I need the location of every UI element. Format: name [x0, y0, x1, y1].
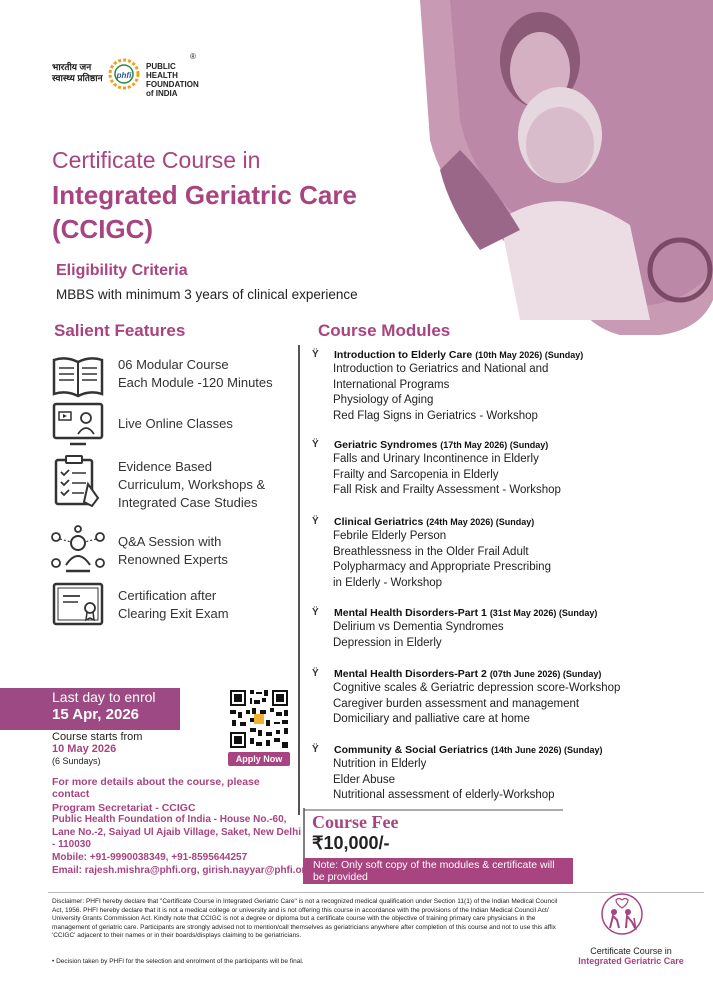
module-topic: Delirium vs Dementia Syndromes: [333, 621, 504, 633]
fee-note: Note: Only soft copy of the modules & certificate will be provided: [303, 858, 573, 884]
modules-heading: Course Modules: [318, 321, 451, 340]
module-item: [312, 743, 707, 804]
contact-address: Public Health Foundation of India - House No.-60, Lane No.-2, Saiyad Ul Ajaib Village, Saket, New Delhi - 110030: [52, 814, 301, 850]
module-topic: Nutritional assessment of elderly-Workshop: [333, 789, 555, 801]
module-item: [312, 667, 707, 728]
org-name: PUBLIC HEALTH FOUNDATION of INDIA: [146, 62, 199, 98]
module-topic: International Programs: [333, 378, 450, 391]
video-class-icon: [50, 400, 106, 450]
microscope-icon: Ÿ: [312, 349, 319, 360]
disclaimer-text: Disclaimer: PHFI hereby declare that "Certificate Course in Integrated Geriatric Care" is not a recognized medical qualification under Section 11(1) of the Indian Medical Council Act, 1956. PHFI hereby declare that it is not a medical college or university and is not offering this course in accordance with the provisions of the Indian Medical Council Act/ University Grants Commission Act. Kindly note that CCIGC is not a degree or diploma but a certificate course with the objective of training primary care physicians in the management of geriatric care. Participants are strongly advised not to mention/call themselves as geriatricians anywhere after completion of this course and not to use this affix 'CCIGC' adjacent to their names or in their boards/displays claiming to be geriatricians.: [52, 898, 558, 940]
microscope-icon: Ÿ: [312, 744, 319, 755]
feature-line: Evidence Based: [118, 459, 212, 474]
feature-line: Renowned Experts: [118, 552, 228, 567]
feature-line: Curriculum, Workshops &: [118, 477, 266, 492]
microscope-icon: Ÿ: [312, 516, 319, 527]
enrol-label: Last day to enrol: [52, 689, 156, 705]
certificate-icon: [50, 580, 106, 630]
module-date: (07th June 2026) (Sunday): [489, 669, 602, 679]
feature-line: Live Online Classes: [118, 416, 233, 431]
features-heading: Salient Features: [54, 321, 186, 340]
feature-line: Integrated Case Studies: [118, 495, 258, 510]
eligibility-heading: Eligibility Criteria: [56, 262, 188, 279]
module-topic: Domiciliary and palliative care at home: [333, 713, 530, 725]
fee-heading: Course Fee: [312, 812, 399, 832]
module-topic: Depression in Elderly: [333, 636, 442, 649]
course-mark-line2: Integrated Geriatric Care: [578, 956, 684, 966]
module-topic: Falls and Urinary Incontinence in Elderly: [333, 453, 539, 465]
module-date: (31st May 2026) (Sunday): [489, 608, 598, 618]
starts-date: 10 May 2026: [52, 743, 117, 755]
apply-now-button[interactable]: Apply Now: [228, 752, 290, 766]
feature-item: [50, 400, 295, 460]
contact-secretariat: Program Secretariat - CCIGC: [52, 802, 196, 814]
module-topic: Febrile Elderly Person: [333, 530, 447, 542]
feature-line: Each Module -120 Minutes: [118, 375, 273, 390]
microscope-icon: Ÿ: [312, 668, 319, 679]
contact-email[interactable]: Email: rajesh.mishra@phfi.org, girish.nayyar@phfi.org: [52, 865, 312, 876]
checklist-icon: [50, 452, 106, 512]
feature-line: Certification after: [118, 588, 217, 603]
module-topic: Polypharmacy and Appropriate Prescribing: [333, 561, 551, 573]
expert-network-icon: [50, 525, 106, 575]
microscope-icon: Ÿ: [312, 439, 319, 450]
page-title-line3: (CCIGC): [52, 214, 154, 244]
module-title: Mental Health Disorders-Part 2: [334, 668, 487, 680]
module-topic: Introduction to Geriatrics and National and: [333, 363, 549, 375]
microscope-icon: Ÿ: [312, 607, 319, 618]
hindi-org-name: भारतीय जन स्वास्थ्य प्रतिष्ठान: [52, 62, 103, 83]
module-title: Geriatric Syndromes: [334, 439, 438, 451]
module-date: (24th May 2026) (Sunday): [426, 517, 535, 527]
starts-label: Course starts from: [52, 731, 143, 743]
modules-divider: [298, 345, 300, 815]
module-topic: Physiology of Aging: [333, 394, 434, 406]
module-topic: Nutrition in Elderly: [333, 758, 427, 770]
feature-item: [50, 580, 295, 640]
page-title-line2: Integrated Geriatric Care: [52, 180, 357, 210]
course-mark-line1: Certificate Course in: [590, 946, 672, 956]
registered-mark: ®: [190, 52, 196, 61]
enrol-date: 15 Apr, 2026: [52, 706, 140, 723]
eligibility-text: MBBS with minimum 3 years of clinical experience: [56, 287, 358, 302]
module-topic: in Elderly - Workshop: [333, 576, 443, 589]
module-topic: Fall Risk and Frailty Assessment - Workshop: [333, 484, 561, 496]
feature-line: Clearing Exit Exam: [118, 606, 229, 621]
module-date: (17th May 2026) (Sunday): [440, 440, 549, 450]
module-item: [312, 515, 707, 591]
module-topic: Caregiver burden assessment and management: [333, 697, 580, 710]
module-topic: Elder Abuse: [333, 773, 396, 786]
contact-intro: For more details about the course, please contact: [52, 776, 260, 800]
svg-text:phfi: phfi: [116, 71, 132, 80]
module-title: Clinical Geriatrics: [334, 516, 424, 528]
module-date: (14th June 2026) (Sunday): [490, 745, 603, 755]
module-title: Mental Health Disorders-Part 1: [334, 607, 487, 619]
module-topic: Frailty and Sarcopenia in Elderly: [333, 468, 499, 481]
module-item: [312, 348, 707, 424]
module-title: Introduction to Elderly Care: [334, 349, 473, 361]
module-topic: Red Flag Signs in Geriatrics - Workshop: [333, 409, 538, 422]
phfi-logo-icon: [108, 58, 140, 90]
contact-mobile[interactable]: Mobile: +91-9990038349, +91-8595644257: [52, 852, 248, 863]
feature-line: 06 Modular Course: [118, 357, 229, 372]
feature-line: Q&A Session with: [118, 534, 222, 549]
module-title: Community & Social Geriatrics: [334, 744, 489, 756]
book-icon: [50, 352, 106, 402]
module-topic: Breathlessness in the Older Frail Adult: [333, 545, 529, 558]
module-item: [312, 438, 707, 499]
module-item: [312, 606, 707, 651]
qr-code[interactable]: [228, 688, 290, 750]
module-topic: Cognitive scales & Geriatric depression score-Workshop: [333, 682, 621, 694]
elderly-care-logo-icon: [600, 892, 644, 936]
starts-sundays: (6 Sundays): [52, 756, 101, 766]
page-title-line1: Certificate Course in: [52, 147, 261, 173]
feature-item: [50, 452, 295, 512]
feature-item: [50, 525, 295, 585]
decision-note: • Decision taken by PHFI for the selection and enrolment of the participants will be final.: [52, 958, 304, 965]
module-date: (10th May 2026) (Sunday): [475, 350, 584, 360]
fee-amount: ₹10,000/-: [312, 833, 390, 853]
